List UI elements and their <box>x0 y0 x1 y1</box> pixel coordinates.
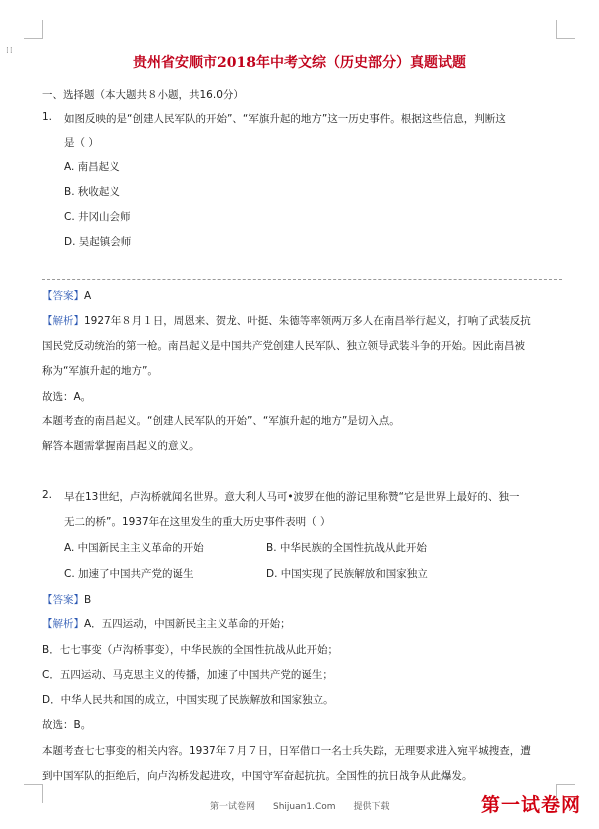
question-stem: 是（ ） <box>64 137 99 149</box>
choice-statement: 故选：B。 <box>42 719 92 731</box>
page-title: 贵州省安顺市2018年中考文综（历史部分）真题试题 <box>133 55 466 71</box>
brand-watermark: 第一试卷网 <box>480 794 581 816</box>
question-number: 1. <box>42 111 53 123</box>
answer-value: A <box>84 290 92 302</box>
choice-statement: 故选：A。 <box>42 391 92 403</box>
footer-site-en[interactable]: Shijuan1.Com <box>273 802 336 812</box>
analysis-note: 解答本题需掌握南昌起义的意义。 <box>42 440 200 452</box>
analysis-text: B．七七事变（卢沟桥事变），中华民族的全国性抗战从此开始； <box>42 644 338 656</box>
analysis-note: 本题考查的南昌起义。“创建人民军队的开始”、“军旗升起的地方”是切入点。 <box>42 415 400 427</box>
option-b: B. 中华民族的全国性抗战从此开始 <box>266 542 427 554</box>
analysis-line <box>42 616 291 631</box>
analysis-tag: 【解析】 <box>42 315 84 327</box>
answer-line <box>42 288 91 303</box>
section-heading: 一、选择题（本大题共８小题，共16.0分） <box>42 89 244 101</box>
answer-value: B <box>84 594 92 606</box>
question-stem: 如图反映的是“创建人民军队的开始”、“军旗升起的地方”这一历史事件。根据这些信息，判断这 <box>64 113 506 125</box>
option-a: A. 中国新民主主义革命的开始 <box>64 542 204 554</box>
question-stem: 无二的桥”。1937年在这里发生的重大历史事件表明（ ） <box>64 516 331 528</box>
answer-tag: 【答案】 <box>42 594 84 606</box>
analysis-text: D．中华人民共和国的成立，中国实现了民族解放和国家独立。 <box>42 694 334 706</box>
page-corner-mark <box>24 784 43 803</box>
answer-tag: 【答案】 <box>42 290 84 302</box>
option-d: D. 吴起镇会师 <box>64 236 132 248</box>
analysis-text: 国民党反动统治的第一枪。南昌起义是中国共产党创建人民军队、独立领导武装斗争的开始。因此南昌被 <box>42 340 525 352</box>
footer-slogan: 提供下载 <box>353 802 390 812</box>
page-corner-mark <box>24 20 43 39</box>
question-stem: 早在13世纪，卢沟桥就闻名世界。意大利人马可•波罗在他的游记里称赞“它是世界上最好的、独一 <box>64 491 520 503</box>
analysis-text: C．五四运动、马克思主义的传播，加速了中国共产党的诞生； <box>42 669 333 681</box>
option-d: D. 中国实现了民族解放和国家独立 <box>266 568 428 580</box>
footer-site-cn: 第一试卷网 <box>210 802 256 812</box>
page-corner-mark <box>556 20 575 39</box>
analysis-text: A．五四运动，中国新民主主义革命的开始； <box>84 618 291 630</box>
analysis-note: 到中国军队的拒绝后，向卢沟桥发起进攻，中国守军奋起抗抗。全国性的抗日战争从此爆发。 <box>42 770 473 782</box>
analysis-note: 本题考查七七事变的相关内容。1937年７月７日，日军借口一名士兵失踪，无理要求进入宛平城搜查，遭 <box>42 745 531 757</box>
option-a: A. 南昌起义 <box>64 161 120 173</box>
analysis-text: 1927年８月１日，周恩来、贺龙、叶挺、朱德等率领两万多人在南昌举行起义，打响了武装反抗 <box>84 315 531 327</box>
analysis-line <box>42 313 531 328</box>
answer-line <box>42 592 91 607</box>
divider <box>42 279 562 280</box>
option-b: B. 秋收起义 <box>64 186 120 198</box>
option-c: C. 井冈山会师 <box>64 211 131 223</box>
option-c: C. 加速了中国共产党的诞生 <box>64 568 194 580</box>
analysis-tag: 【解析】 <box>42 618 84 630</box>
question-number: 2. <box>42 489 53 501</box>
page-footer <box>210 799 408 812</box>
drag-handle-icon[interactable]: ⁞⁞ <box>6 46 14 56</box>
analysis-text: 称为“军旗升起的地方”。 <box>42 365 158 377</box>
